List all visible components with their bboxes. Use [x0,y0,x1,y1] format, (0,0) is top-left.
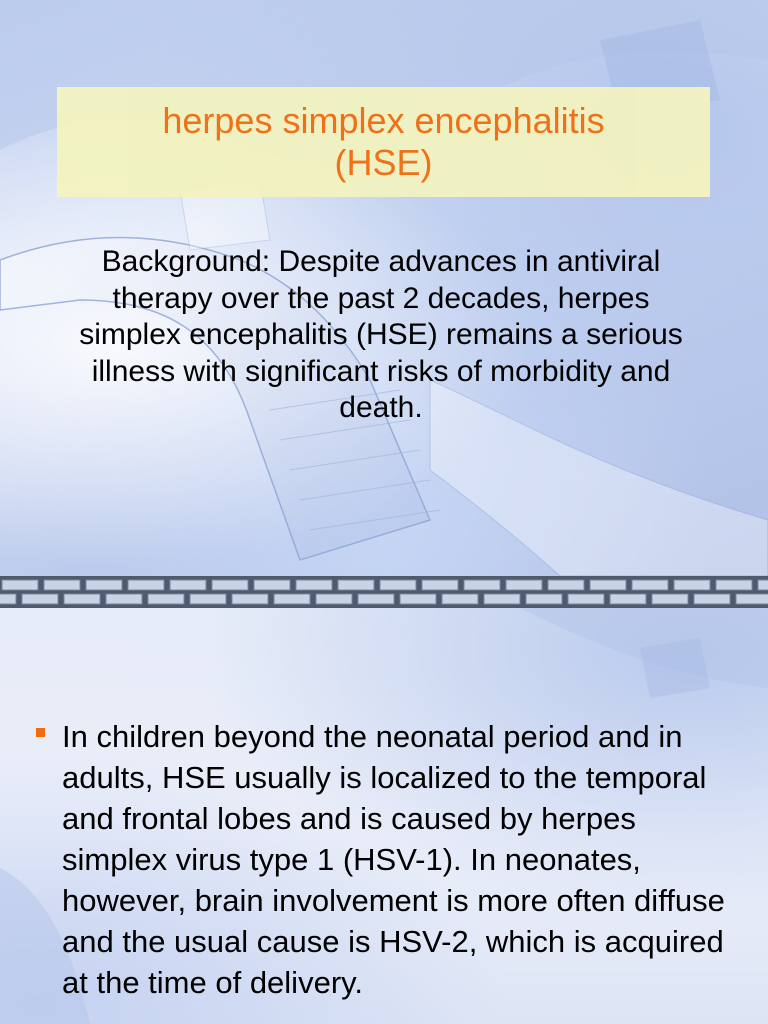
brick [674,580,710,590]
brick [170,580,206,590]
brick [338,580,374,590]
brick [106,594,142,604]
brick [400,594,436,604]
brick [464,580,500,590]
brick [232,594,268,604]
slide-title-line-2: (HSE) [334,142,433,183]
brick [44,580,80,590]
brick [568,594,604,604]
brick [590,580,626,590]
brick [358,594,394,604]
brick [632,580,668,590]
brick [2,580,38,590]
brick [296,580,332,590]
brick [526,594,562,604]
square-bullet-icon [36,728,45,737]
brick [694,594,730,604]
brick [506,580,542,590]
brick [652,594,688,604]
brick [610,594,646,604]
brick [22,594,58,604]
brick [86,580,122,590]
brick [212,580,248,590]
brick [736,594,768,604]
brick [548,580,584,590]
brick [758,580,768,590]
slide-2 [0,608,768,1024]
brick [422,580,458,590]
brick [148,594,184,604]
brick [316,594,352,604]
slide-title-line-1: herpes simplex encephalitis [162,100,605,141]
brick [442,594,478,604]
brick [128,580,164,590]
title-box [57,87,710,197]
brick [380,580,416,590]
brick [274,594,310,604]
brick [716,580,752,590]
bullet-paragraph: In children beyond the neonatal period and in adults, HSE usually is localized to the temporal and frontal lobes and is caused by herpes simplex virus type 1 (HSV-1). In neonates, however, brain involvement is more often diffuse and the usual cause is HSV-2, which is acquired at the time of delivery. [62,719,725,1000]
brick [64,594,100,604]
slide-separator-brick-band [0,576,768,608]
brick [0,594,16,604]
brick [484,594,520,604]
background-paragraph: Background: Despite advances in antiviral therapy over the past 2 decades, herpes simplex encephalitis (HSE) remains a serious illness with significant risks of morbidity and death. [79,245,683,424]
brick [254,580,290,590]
brick [190,594,226,604]
